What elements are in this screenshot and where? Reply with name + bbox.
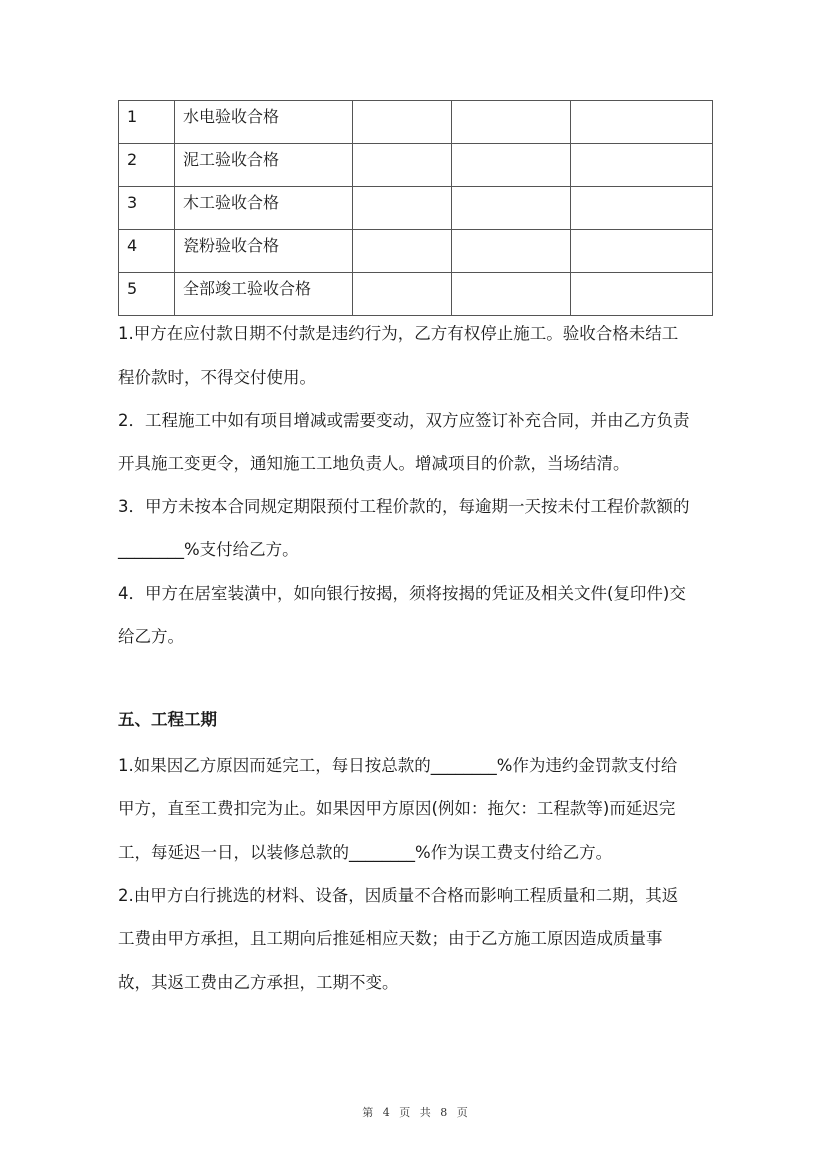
- paragraph-line: 4．甲方在居室装潢中，如向银行按揭，须将按揭的凭证及相关文件(复印件)交: [118, 584, 686, 603]
- row-number: 1: [119, 101, 175, 144]
- paragraph-line: 1.如果因乙方原因而延完工，每日按总款的________%作为违约金罚款支付给: [118, 756, 678, 775]
- paragraph-line: 2.由甲方白行挑选的材料、设备，因质量不合格而影响工程质量和二期，其返: [118, 886, 679, 905]
- paragraph-line: ________%支付给乙方。: [118, 540, 299, 559]
- table-row: [119, 187, 713, 230]
- row-item: 木工验收合格: [175, 187, 353, 230]
- table-row: [119, 273, 713, 316]
- paragraph-line: 工，每延迟一日，以装修总款的________%作为误工费支付给乙方。: [118, 843, 613, 862]
- section-heading: 五、工程工期: [118, 710, 217, 729]
- row-number: 4: [119, 230, 175, 273]
- paragraph-line: 故，其返工费由乙方承担，工期不变。: [118, 973, 399, 992]
- row-item: 泥工验收合格: [175, 144, 353, 187]
- paragraph-line: 2．工程施工中如有项目增减或需要变动，双方应签订补充合同，并由乙方负责: [118, 411, 690, 430]
- paragraph-line: 3．甲方未按本合同规定期限预付工程价款的，每逾期一天按未付工程价款额的: [118, 497, 690, 516]
- paragraph-line: 开具施工变更令，通知施工工地负责人。增减项目的价款，当场结清。: [118, 454, 630, 473]
- paragraph-line: 甲方，直至工费扣完为止。如果因甲方原因(例如：拖欠：工程款等)而延迟完: [118, 799, 676, 818]
- table-row: [119, 101, 713, 144]
- paragraph-line: 工费由甲方承担，且工期向后推延相应天数；由于乙方施工原因造成质量事: [118, 929, 663, 948]
- row-item: 全部竣工验收合格: [175, 273, 353, 316]
- acceptance-table: [118, 100, 713, 316]
- row-number: 2: [119, 144, 175, 187]
- row-number: 3: [119, 187, 175, 230]
- page-number: 第 4 页 共 8 页: [362, 1106, 468, 1119]
- table-row: [119, 144, 713, 187]
- row-item: 水电验收合格: [175, 101, 353, 144]
- paragraph-line: 1.甲方在应付款日期不付款是违约行为，乙方有权停止施工。验收合格未结工: [118, 324, 679, 343]
- row-number: 5: [119, 273, 175, 316]
- paragraph-line: 给乙方。: [118, 627, 184, 646]
- row-item: 瓷粉验收合格: [175, 230, 353, 273]
- paragraph-line: 程价款时，不得交付使用。: [118, 368, 316, 387]
- table-row: [119, 230, 713, 273]
